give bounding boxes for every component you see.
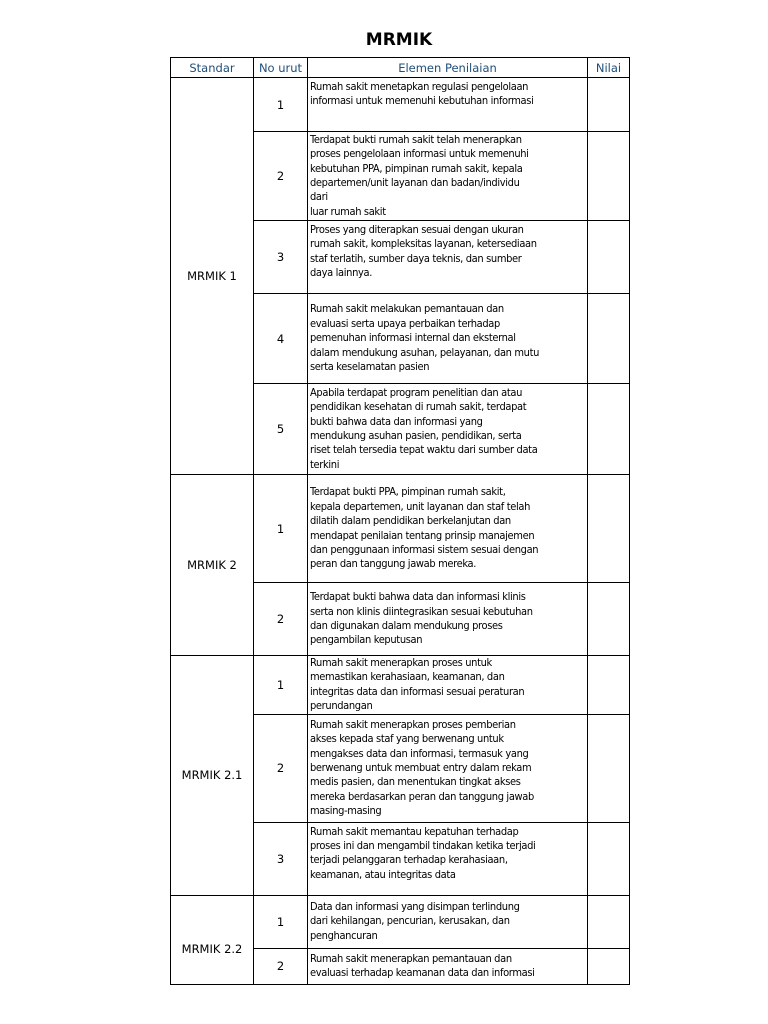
- element-text: Apabila terdapat program penelitian dan atau pendidikan kesehatan di rumah sakit, terdapat bukti bahwa data dan informasi yang mendukung asuhan pasien, pendidikan, serta riset telah tersedia tepat waktu dari sumber data terkini: [308, 384, 588, 475]
- header-no-urut: No urut: [254, 58, 308, 78]
- row-number: 2: [254, 132, 308, 221]
- row-number: 1: [254, 895, 308, 948]
- row-number: 3: [254, 221, 308, 294]
- table-row: [171, 475, 630, 583]
- score-cell[interactable]: [588, 132, 630, 221]
- row-number: 2: [254, 714, 308, 822]
- element-text: Rumah sakit melakukan pemantauan dan evaluasi serta upaya perbaikan terhadap pemenuhan informasi internal dan eksternal dalam mendukung asuhan, pelayanan, dan mutu serta keselamatan pasien: [308, 294, 588, 384]
- element-text: Rumah sakit menerapkan proses untuk memastikan kerahasiaan, keamanan, dan integritas data dan informasi sesuai peraturan perundangan: [308, 656, 588, 715]
- header-nilai: Nilai: [588, 58, 630, 78]
- header-standar: Standar: [171, 58, 254, 78]
- score-cell[interactable]: [588, 895, 630, 948]
- element-text: Proses yang diterapkan sesuai dengan ukuran rumah sakit, kompleksitas layanan, ketersediaan staf terlatih, sumber daya teknis, dan sumber daya lainnya.: [308, 221, 588, 294]
- score-cell[interactable]: [588, 475, 630, 583]
- score-cell[interactable]: [588, 583, 630, 656]
- table-row: [171, 895, 630, 948]
- row-number: 2: [254, 583, 308, 656]
- element-text: Rumah sakit menerapkan pemantauan dan evaluasi terhadap keamanan data dan informasi: [308, 948, 588, 984]
- score-cell[interactable]: [588, 714, 630, 822]
- header-elemen-penilaian: Elemen Penilaian: [308, 58, 588, 78]
- row-number: 1: [254, 656, 308, 715]
- element-text: Terdapat bukti rumah sakit telah menerapkan proses pengelolaan informasi untuk memenuhi kebutuhan PPA, pimpinan rumah sakit, kepala departemen/unit layanan dan badan/individu dari luar rumah sakit: [308, 132, 588, 221]
- score-cell[interactable]: [588, 656, 630, 715]
- standard-cell: MRMIK 2.2: [171, 895, 254, 984]
- score-cell[interactable]: [588, 822, 630, 895]
- row-number: 4: [254, 294, 308, 384]
- row-number: 2: [254, 948, 308, 984]
- element-text: Rumah sakit menetapkan regulasi pengelolaan informasi untuk memenuhi kebutuhan informasi: [308, 78, 588, 132]
- element-text: Rumah sakit memantau kepatuhan terhadap proses ini dan mengambil tindakan ketika terjadi terjadi pelanggaran terhadap kerahasiaan, keamanan, atau integritas data: [308, 822, 588, 895]
- row-number: 1: [254, 475, 308, 583]
- standard-cell: MRMIK 1: [171, 78, 254, 475]
- score-cell[interactable]: [588, 948, 630, 984]
- row-number: 1: [254, 78, 308, 132]
- score-cell[interactable]: [588, 294, 630, 384]
- element-text: Rumah sakit menerapkan proses pemberian akses kepada staf yang berwenang untuk mengakses data dan informasi, termasuk yang berwenang untuk membuat entry dalam rekam medis pasien, dan menentukan tingkat akses mereka berdasarkan peran dan tanggung jawab masing-masing: [308, 714, 588, 822]
- assessment-table: [170, 57, 630, 985]
- score-cell[interactable]: [588, 78, 630, 132]
- row-number: 3: [254, 822, 308, 895]
- score-cell[interactable]: [588, 221, 630, 294]
- table-row: [171, 656, 630, 715]
- row-number: 5: [254, 384, 308, 475]
- element-text: Terdapat bukti bahwa data dan informasi klinis serta non klinis diintegrasikan sesuai kebutuhan dan digunakan dalam mendukung proses pengambilan keputusan: [308, 583, 588, 656]
- table-row: [171, 78, 630, 132]
- element-text: Data dan informasi yang disimpan terlindung dari kehilangan, pencurian, kerusakan, dan penghancuran: [308, 895, 588, 948]
- element-text: Terdapat bukti PPA, pimpinan rumah sakit, kepala departemen, unit layanan dan staf telah dilatih dalam pendidikan berkelanjutan dan mendapat penilaian tentang prinsip manajemen dan penggunaan informasi sistem sesuai dengan peran dan tanggung jawab mereka.: [308, 475, 588, 583]
- standard-cell: MRMIK 2.1: [171, 656, 254, 896]
- score-cell[interactable]: [588, 384, 630, 475]
- page-title: MRMIK: [365, 30, 433, 50]
- standard-cell: MRMIK 2: [171, 475, 254, 656]
- table-header-row: [171, 58, 630, 78]
